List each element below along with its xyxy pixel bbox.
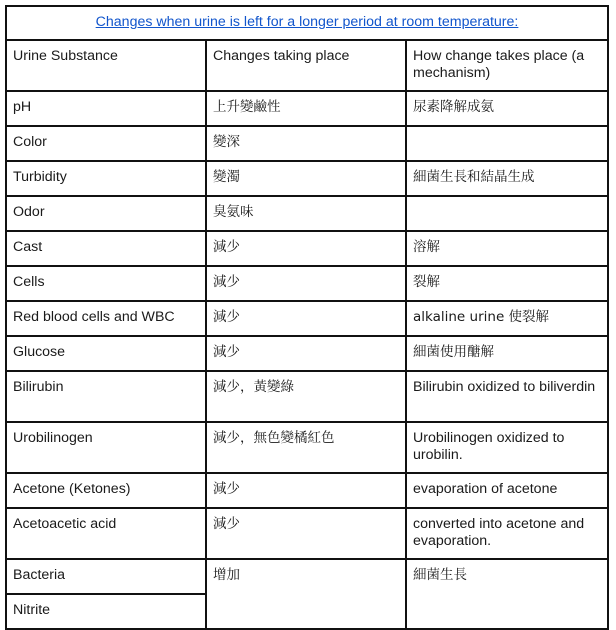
- substance-cell: Acetoacetic acid: [6, 508, 206, 559]
- table-row: [6, 161, 608, 196]
- table-row: [6, 336, 608, 371]
- table-title-link[interactable]: Changes when urine is left for a longer period at room temperature:: [95, 14, 519, 30]
- table-row: [6, 126, 608, 161]
- change-cell: 上升變鹼性: [206, 91, 406, 126]
- table-row: [6, 301, 608, 336]
- change-cell: 增加: [206, 559, 406, 629]
- change-cell: 減少: [206, 473, 406, 508]
- header-change: Changes taking place: [206, 40, 406, 91]
- urine-changes-table: [5, 5, 609, 630]
- change-cell: 臭氨味: [206, 196, 406, 231]
- table-row: [6, 196, 608, 231]
- mechanism-cell: 溶解: [406, 231, 608, 266]
- table-row: [6, 559, 608, 594]
- change-cell: 減少: [206, 266, 406, 301]
- substance-cell: Nitrite: [6, 594, 206, 629]
- substance-cell: Glucose: [6, 336, 206, 371]
- change-cell: 變濁: [206, 161, 406, 196]
- mechanism-cell: evaporation of acetone: [406, 473, 608, 508]
- mechanism-cell: [406, 126, 608, 161]
- substance-cell: Bacteria: [6, 559, 206, 594]
- table-row: [6, 473, 608, 508]
- substance-cell: Red blood cells and WBC: [6, 301, 206, 336]
- table-row: [6, 231, 608, 266]
- mechanism-cell: [406, 196, 608, 231]
- mechanism-cell: converted into acetone and evaporation.: [406, 508, 608, 559]
- mechanism-cell: Urobilinogen oxidized to urobilin.: [406, 422, 608, 473]
- mechanism-cell: 細菌生長和結晶生成: [406, 161, 608, 196]
- table-row: [6, 266, 608, 301]
- table-row: [6, 508, 608, 559]
- change-cell: 減少: [206, 336, 406, 371]
- table-row: [6, 371, 608, 422]
- change-cell: 減少: [206, 301, 406, 336]
- change-cell: 減少: [206, 231, 406, 266]
- table-row: [6, 91, 608, 126]
- table-row: [6, 422, 608, 473]
- title-cell: [6, 6, 608, 40]
- mechanism-cell: alkaline urine 使裂解: [406, 301, 608, 336]
- substance-cell: Odor: [6, 196, 206, 231]
- substance-cell: Acetone (Ketones): [6, 473, 206, 508]
- mechanism-cell: 尿素降解成氨: [406, 91, 608, 126]
- title-row: [6, 6, 608, 40]
- substance-cell: Bilirubin: [6, 371, 206, 422]
- header-substance: Urine Substance: [6, 40, 206, 91]
- mechanism-cell: 細菌使用醣解: [406, 336, 608, 371]
- substance-cell: pH: [6, 91, 206, 126]
- mechanism-cell: 裂解: [406, 266, 608, 301]
- substance-cell: Color: [6, 126, 206, 161]
- change-cell: 減少，黃變綠: [206, 371, 406, 422]
- change-cell: 變深: [206, 126, 406, 161]
- header-row: [6, 40, 608, 91]
- mechanism-cell: Bilirubin oxidized to biliverdin: [406, 371, 608, 422]
- change-cell: 減少: [206, 508, 406, 559]
- substance-cell: Cast: [6, 231, 206, 266]
- change-cell: 減少，無色變橘紅色: [206, 422, 406, 473]
- substance-cell: Turbidity: [6, 161, 206, 196]
- header-mechanism: How change takes place (a mechanism): [406, 40, 608, 91]
- mechanism-cell: 細菌生長: [406, 559, 608, 629]
- substance-cell: Cells: [6, 266, 206, 301]
- substance-cell: Urobilinogen: [6, 422, 206, 473]
